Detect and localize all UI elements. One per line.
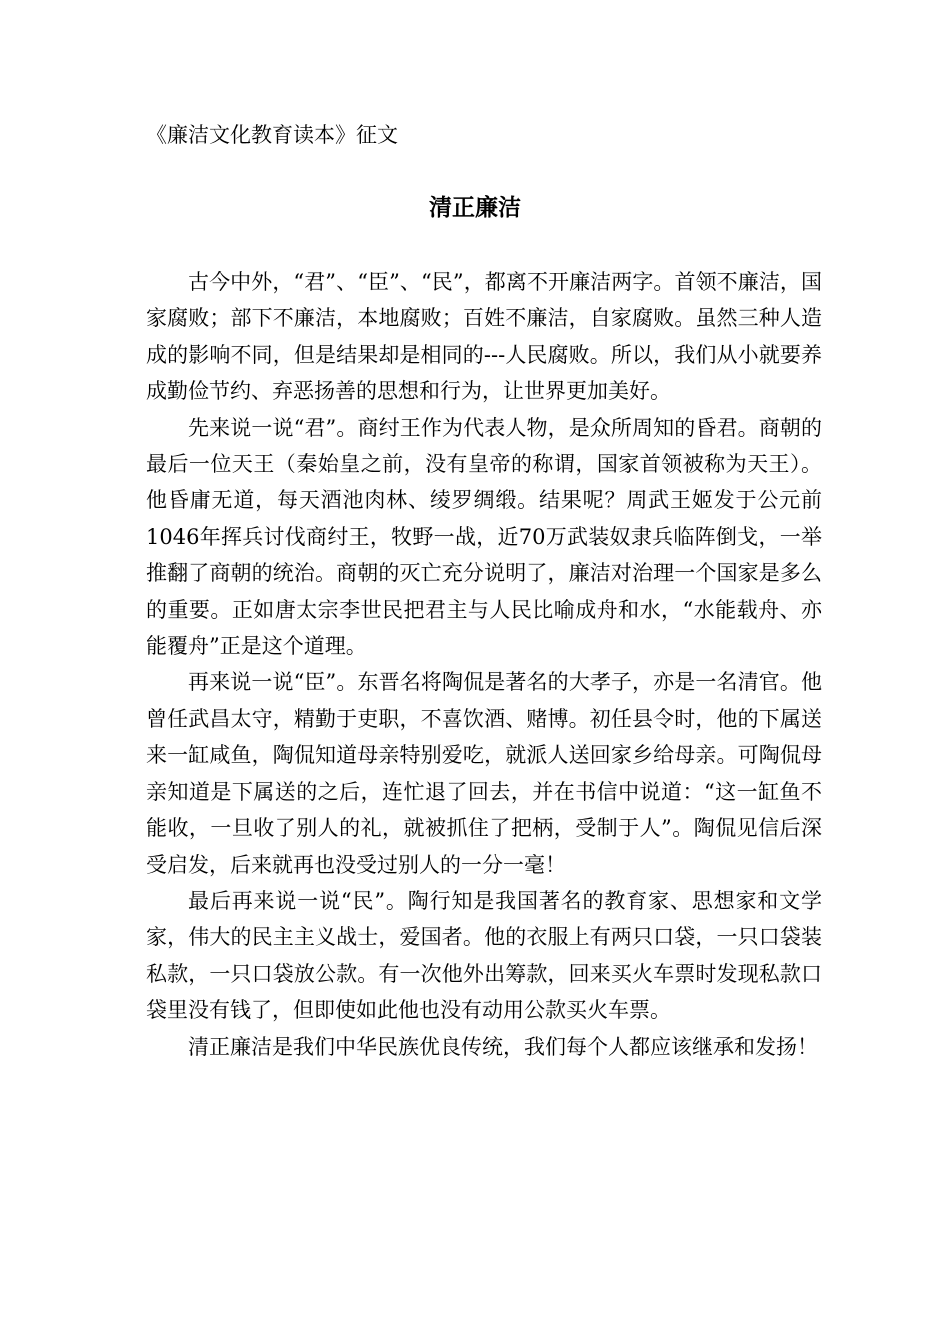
paragraph-chen: 再来说一说“臣”。东晋名将陶侃是著名的大孝子，亦是一名清官。他曾任武昌太守，精勤于吏职，不喜饮酒、赌博。初任县令时，他的下属送来一缸咸鱼，陶侃知道母亲特别爱吃，就派人送回家乡给母亲。可陶侃母亲知道是下属送的之后，连忙退了回去，并在书信中说道：“这一缸鱼不能收，一旦收了别人的礼，就被抓住了把柄，受制于人”。陶侃见信后深受启发，后来就再也没受过别人的一分一毫！ bbox=[146, 670, 822, 877]
paragraph-conclusion: 清正廉洁是我们中华民族优良传统，我们每个人都应该继承和发扬！ bbox=[188, 1034, 818, 1059]
document-title: 清正廉洁 bbox=[429, 195, 521, 221]
paragraph-min: 最后再来说一说“民”。陶行知是我国著名的教育家、思想家和文学家，伟大的民主主义战士，爱国者。他的衣服上有两只口袋，一只口袋装私款，一只口袋放公款。有一次他外出筹款，回来买火车票时发现私款口袋里没有钱了，但即使如此他也没有动用公款买火车票。 bbox=[146, 888, 822, 1023]
paragraph-jun: 先来说一说“君”。商纣王作为代表人物，是众所周知的昏君。商朝的最后一位天王（秦始皇之前，没有皇帝的称谓，国家首领被称为天王）。他昏庸无道，每天酒池肉林、绫罗绸缎。结果呢？周武王姬发于公元前1046年挥兵讨伐商纣王，牧野一战，近70万武装奴隶兵临阵倒戈，一举推翻了商朝的统治。商朝的灭亡充分说明了，廉洁对治理一个国家是多么的重要。正如唐太宗李世民把君主与人民比喻成舟和水，“水能载舟、亦能覆舟”正是这个道理。 bbox=[146, 415, 822, 659]
header-line: 《廉洁文化教育读本》征文 bbox=[146, 123, 398, 147]
document-body bbox=[146, 264, 822, 1065]
paragraph-intro: 古今中外，“君”、“臣”、“民”，都离不开廉洁两字。首领不廉洁，国家腐败；部下不廉洁，本地腐败；百姓不廉洁，自家腐败。虽然三种人造成的影响不同，但是结果却是相同的---人民腐败。所以，我们从小就要养成勤俭节约、弃恶扬善的思想和行为，让世界更加美好。 bbox=[146, 270, 822, 404]
